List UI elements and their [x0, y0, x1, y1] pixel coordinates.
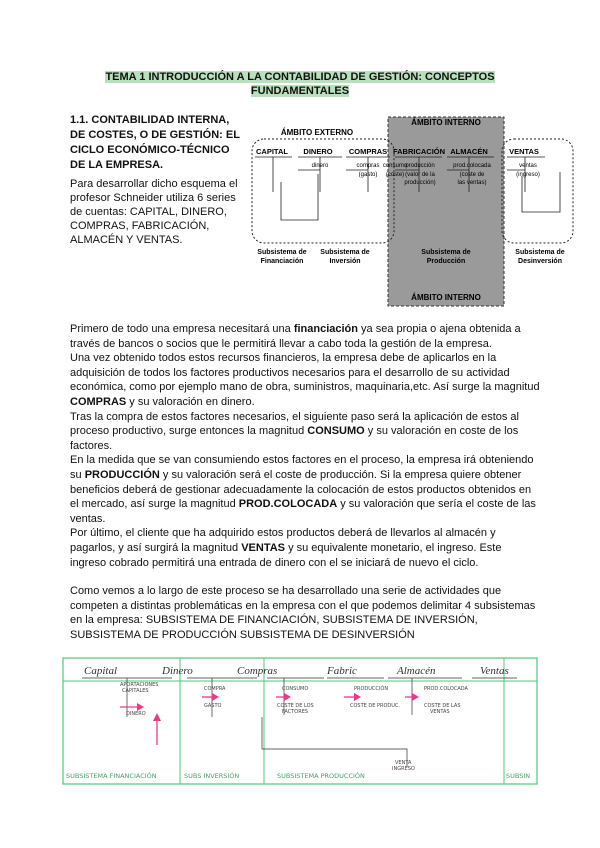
note-dinero: DINERO: [126, 711, 146, 717]
note-venta-1: VENTA: [395, 760, 412, 766]
flow-produccion-3: producción): [404, 180, 436, 186]
document-title: TEMA 1 INTRODUCCIÓN A LA CONTABILIDAD DE GESTIÓN: CONCEPTOS FUNDAMENTALES: [105, 71, 495, 97]
note-gasto: GASTO: [204, 703, 222, 709]
note-aportaciones-1: APORTACIONES: [120, 682, 159, 688]
paragraph-produccion: En la medida que se van consumiendo estos factores en el proceso, la empresa irá obteniendo su PRODUCCIÓN y su valoración será el coste de producción. Si la empresa quiere obtener beneficios deberá de gestionar adecuadamente la colocación de estos productos obtenidos en el mercado, así surge la magnitud PROD.COLOCADA y su valoración que sería el coste de las ventas.: [70, 454, 536, 525]
note-consumo: CONSUMO: [282, 686, 309, 692]
flow-ventas-1: ventas: [519, 163, 537, 169]
note-venta-2: INGRESO: [392, 766, 415, 772]
ambito-externo-label: ÁMBITO EXTERNO: [280, 128, 354, 137]
flow-produccion-2: (valor de la: [405, 172, 435, 178]
flow-compras-2: (gasto): [358, 172, 378, 178]
note-prod-colocada: PROD.COLOCADA: [424, 686, 468, 692]
subsys-produccion-1: Subsistema de: [421, 249, 471, 256]
note-coste-produc: COSTE DE PRODUC.: [350, 703, 401, 709]
flow-consumo-1: consumo: [382, 163, 408, 169]
flow-prodcol-3: las ventas): [457, 180, 487, 186]
note-coste-ventas-2: VENTAS: [430, 709, 450, 715]
subsys-produccion-2: Producción: [426, 258, 466, 265]
col-compras: COMPRAS: [348, 147, 388, 156]
sketch-cycle-line: [262, 717, 407, 767]
paragraph-ventas: Por último, el cliente que ha adquirido estos productos deberá de llevarlos al almacén y pagarlos, y así surgirá la magnitud VENTAS y su equivalente monetario, el ingreso. Este ingreso cobrado permitirá una entrada de dinero con el se iniciará de nuevo el ciclo.: [70, 527, 502, 569]
sketch-header-dinero: Dinero: [162, 665, 193, 677]
note-compra: COMPRA: [204, 686, 226, 692]
subsys-desinversion-1: Subsistema de: [515, 249, 565, 256]
note-coste-ventas-1: COSTE DE LAS: [424, 703, 461, 709]
flow-prodcol-2: (coste de: [459, 172, 485, 178]
flow-consumo-2: (coste): [385, 172, 405, 178]
footer-desinversion: SUBSIN: [506, 772, 531, 780]
ambito-interno-bottom-label: ÁMBITO INTERNO: [411, 293, 481, 302]
sketch-border: [63, 658, 537, 784]
subsys-financiacion-2: Financiación: [260, 258, 304, 265]
flow-ventas-2: (ingreso): [516, 172, 540, 178]
section-intro-text: Para desarrollar dicho esquema el profesor Schneider utiliza 6 series de cuentas: CAPITAL, DINERO, COMPRAS, FABRICACIÓN, ALMACÉN Y VENTAS.: [70, 178, 238, 246]
paragraph-compras: Una vez obtenido todos estos recursos financieros, la empresa debe de aplicarlos en la adquisición de todos los factores productivos necesarios para el desarrollo de su actividad económica, como por ejemplo mano de obra, suministros, maquinaria,etc. Así surge la magnitud COMPRAS y su valoración en dinero.: [70, 352, 540, 408]
note-coste-factores-2: FACTORES: [282, 709, 309, 715]
flow-compras-1: compras: [356, 163, 380, 169]
ambito-interno-top-label: ÁMBITO INTERNO: [411, 118, 481, 127]
flow-produccion-1: producción: [405, 163, 435, 169]
col-capital: CAPITAL: [256, 147, 288, 156]
col-dinero: DINERO: [303, 147, 333, 156]
sketch-header-capital: Capital: [84, 665, 118, 677]
subsys-financiacion-1: Subsistema de: [257, 249, 307, 256]
subsys-desinversion-2: Desinversión: [518, 258, 562, 265]
col-ventas: VENTAS: [509, 147, 539, 156]
handwritten-sketch: [62, 657, 538, 785]
note-produccion: PRODUCCIÓN: [354, 686, 389, 692]
paragraph-subsistemas: Como vemos a lo largo de este proceso se ha desarrollado una serie de actividades que competen a distintas problemáticas en la empresa con el que podemos delimitar 4 subsistemas en la empresa: SUBSISTEMA DE FINANCIACIÓN, SUBSISTEMA DE INVERSIÓN, SUBSISTEMA DE PRODUCCIÓN SUBSISTEMA DE DESINVERSIÓN: [70, 585, 536, 641]
subsys-inversion-1: Subsistema de: [320, 249, 370, 256]
section-intro: [70, 113, 245, 247]
note-aportaciones-2: CAPITALES: [122, 688, 149, 694]
section-heading: 1.1. CONTABILIDAD INTERNA, DE COSTES, O DE GESTIÓN: EL CICLO ECONÓMICO-TÉCNICO DE LA EMPRESA.: [70, 114, 240, 171]
sketch-header-ventas: Ventas: [480, 665, 509, 677]
footer-financiacion: SUBSISTEMA FINANCIACIÓN: [66, 772, 157, 780]
sketch-header-fabric: Fabric: [327, 665, 357, 677]
body-text: [70, 322, 540, 642]
footer-produccion: SUBSISTEMA PRODUCCIÓN: [277, 772, 365, 780]
footer-inversion: SUBS INVERSIÓN: [184, 772, 240, 780]
note-coste-factores-1: COSTE DE LOS: [277, 703, 314, 709]
flow-prodcol-1: prod.colocada: [453, 163, 491, 169]
col-almacen: ALMACÉN: [450, 147, 488, 156]
flow-dinero: dinero: [311, 163, 329, 169]
cycle-diagram: [250, 112, 575, 312]
paragraph-consumo: Tras la compra de estos factores necesarios, el siguiente paso será la aplicación de estos al proceso productivo, surge entonces la magnitud CONSUMO y su valoración en coste de los factores.: [70, 410, 519, 452]
internal-area: [385, 117, 504, 306]
paragraph-financiacion: Primero de todo una empresa necesitará una financiación ya sea propia o ajena obtenida a través de bancos o socios que le permitirá llevar a cabo toda la gestión de la empresa.: [70, 323, 521, 350]
subsys-inversion-2: Inversión: [329, 258, 361, 265]
sketch-header-compras: Compras: [237, 665, 278, 677]
col-fabricacion: FABRICACIÓN: [392, 147, 446, 156]
sketch-header-almacen: Almacén: [397, 665, 436, 677]
